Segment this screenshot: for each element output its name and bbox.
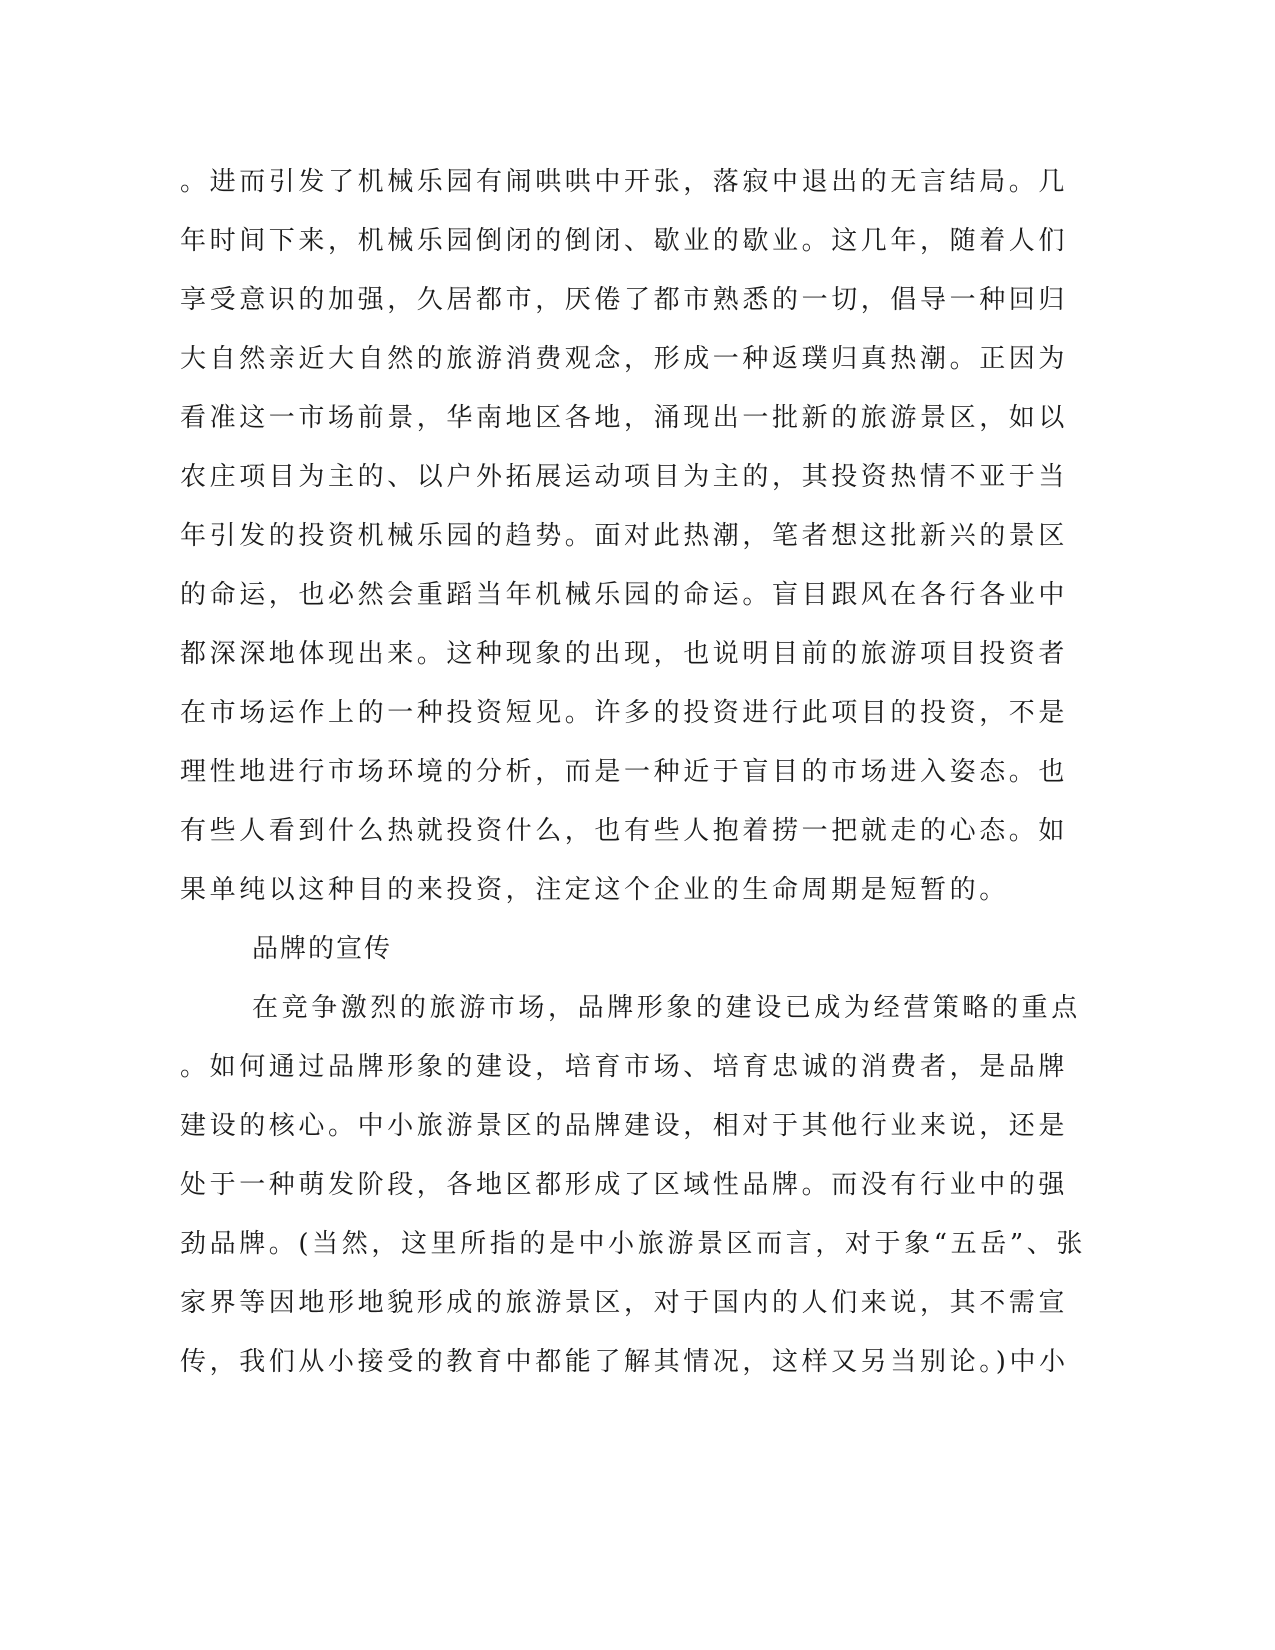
section-heading: 品牌的宣传 [252,934,393,964]
text-line: 的命运，也必然会重蹈当年机械乐园的命运。盲目跟风在各行各业中 [180,580,1069,610]
text-line: 家界等因地形地貌形成的旅游景区，对于国内的人们来说，其不需宣 [180,1288,1069,1318]
text-line: 大自然亲近大自然的旅游消费观念，形成一种返璞归真热潮。正因为 [180,344,1069,374]
text-line: 劲品牌。(当然，这里所指的是中小旅游景区而言，对于象“五岳”、张 [180,1229,1086,1259]
text-line: 在市场运作上的一种投资短见。许多的投资进行此项目的投资，不是 [180,698,1069,728]
text-line: 年引发的投资机械乐园的趋势。面对此热潮，笔者想这批新兴的景区 [180,521,1069,551]
text-line: 传，我们从小接受的教育中都能了解其情况，这样又另当别论。)中小 [180,1347,1069,1377]
text-line: 。进而引发了机械乐园有闹哄哄中开张，落寂中退出的无言结局。几 [180,167,1069,197]
text-line: 在竞争激烈的旅游市场，品牌形象的建设已成为经营策略的重点 [252,993,1081,1023]
text-line: 农庄项目为主的、以户外拓展运动项目为主的，其投资热情不亚于当 [180,462,1069,492]
text-line: 建设的核心。中小旅游景区的品牌建设，相对于其他行业来说，还是 [180,1111,1069,1141]
text-line: 果单纯以这种目的来投资，注定这个企业的生命周期是短暂的。 [180,875,1009,905]
text-line: 。如何通过品牌形象的建设，培育市场、培育忠诚的消费者，是品牌 [180,1052,1069,1082]
text-line: 理性地进行市场环境的分析，而是一种近于盲目的市场进入姿态。也 [180,757,1069,787]
text-line: 有些人看到什么热就投资什么，也有些人抱着捞一把就走的心态。如 [180,816,1069,846]
document-page [180,160,1086,1460]
text-line: 看准这一市场前景，华南地区各地，涌现出一批新的旅游景区，如以 [180,403,1069,433]
text-line: 年时间下来，机械乐园倒闭的倒闭、歇业的歇业。这几年，随着人们 [180,226,1069,256]
text-line: 都深深地体现出来。这种现象的出现，也说明目前的旅游项目投资者 [180,639,1069,669]
text-line: 享受意识的加强，久居都市，厌倦了都市熟悉的一切，倡导一种回归 [180,285,1069,315]
text-line: 处于一种萌发阶段，各地区都形成了区域性品牌。而没有行业中的强 [180,1170,1069,1200]
